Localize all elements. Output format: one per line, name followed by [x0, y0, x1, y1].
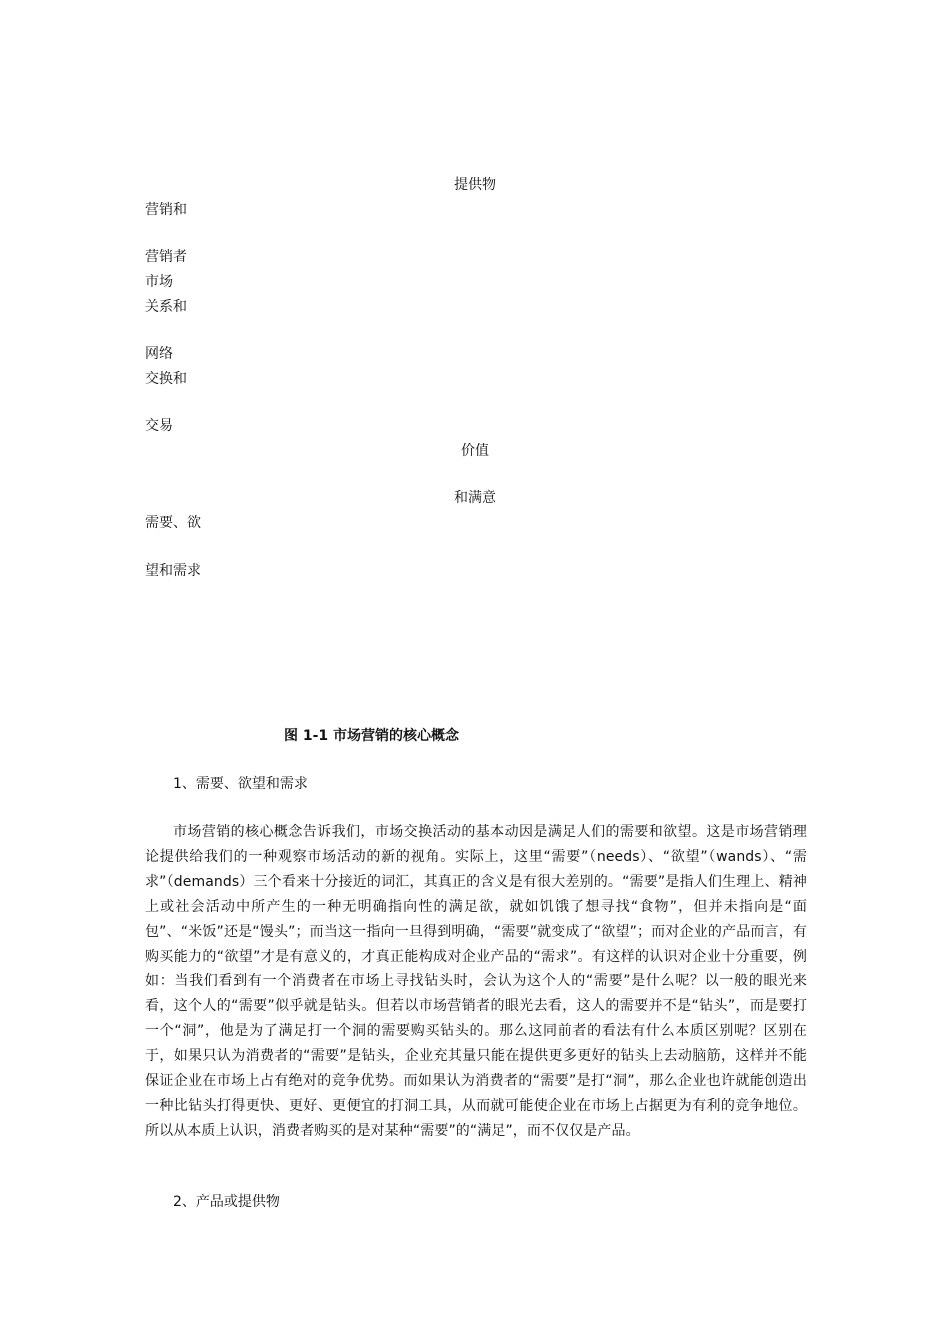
section-heading-2: 2、产品或提供物 — [173, 1194, 280, 1210]
diagram-label-relationships: 关系和 — [145, 299, 187, 315]
diagram-label-networks: 网络 — [145, 346, 173, 362]
diagram-label-wants-demands: 望和需求 — [145, 563, 201, 579]
body-paragraph: 市场营销的核心概念告诉我们，市场交换活动的基本动因是满足人们的需要和欲望。这是市场营销理论提供给我们的一种观察市场活动的新的视角。实际上，这里“需要”（needs）、“欲望”（wands）、“需求”（demands）三个看来十分接近的词汇，其真正的含义是有很大差别的。“需要”是指人们生理上、精神上或社会活动中所产生的一种无明确指向性的满足欲，就如饥饿了想寻找“食物”，但并未指向是“面包”、“米饭”还是“馒头”；而当这一指向一旦得到明确，“需要”就变成了“欲望”；而对企业的产品而言，有购买能力的“欲望”才是有意义的，才真正能构成对企业产品的“需求”。有这样的认识对企业十分重要，例如：当我们看到有一个消费者在市场上寻找钻头时，会认为这个人的“需要”是什么呢？以一般的眼光来看，这个人的“需要”似乎就是钻头。但若以市场营销者的眼光去看，这人的需要并不是“钻头”，而是要打一个“洞”，他是为了满足打一个洞的需要购买钻头的。那么这同前者的看法有什么本质区别呢？区别在于，如果只认为消费者的“需要”是钻头，企业充其量只能在提供更多更好的钻头上去动脑筋，这样并不能保证企业在市场上占有绝对的竞争优势。而如果认为消费者的“需要”是打“洞”，那么企业也许就能创造出一种比钻头打得更快、更好、更便宜的打洞工具，从而就可能使企业在市场上占据更为有利的竞争地位。所以从本质上认识，消费者购买的是对某种“需要”的“满足”，而不仅仅是产品。 — [145, 824, 807, 1139]
diagram-label-offerings: 提供物 — [454, 177, 496, 193]
diagram-label-marketing: 营销和 — [145, 202, 187, 218]
figure-caption: 图 1-1 市场营销的核心概念 — [284, 728, 460, 744]
diagram-label-exchange: 交换和 — [145, 371, 187, 387]
section-heading: 1、需要、欲望和需求 — [173, 776, 308, 792]
diagram-label-marketers: 营销者 — [145, 249, 187, 265]
diagram-label-transactions: 交易 — [145, 418, 173, 434]
diagram-label-satisfaction: 和满意 — [454, 490, 496, 506]
diagram-label-value: 价值 — [461, 443, 489, 459]
diagram-label-market: 市场 — [145, 274, 173, 290]
diagram-label-needs: 需要、欲 — [145, 515, 201, 531]
